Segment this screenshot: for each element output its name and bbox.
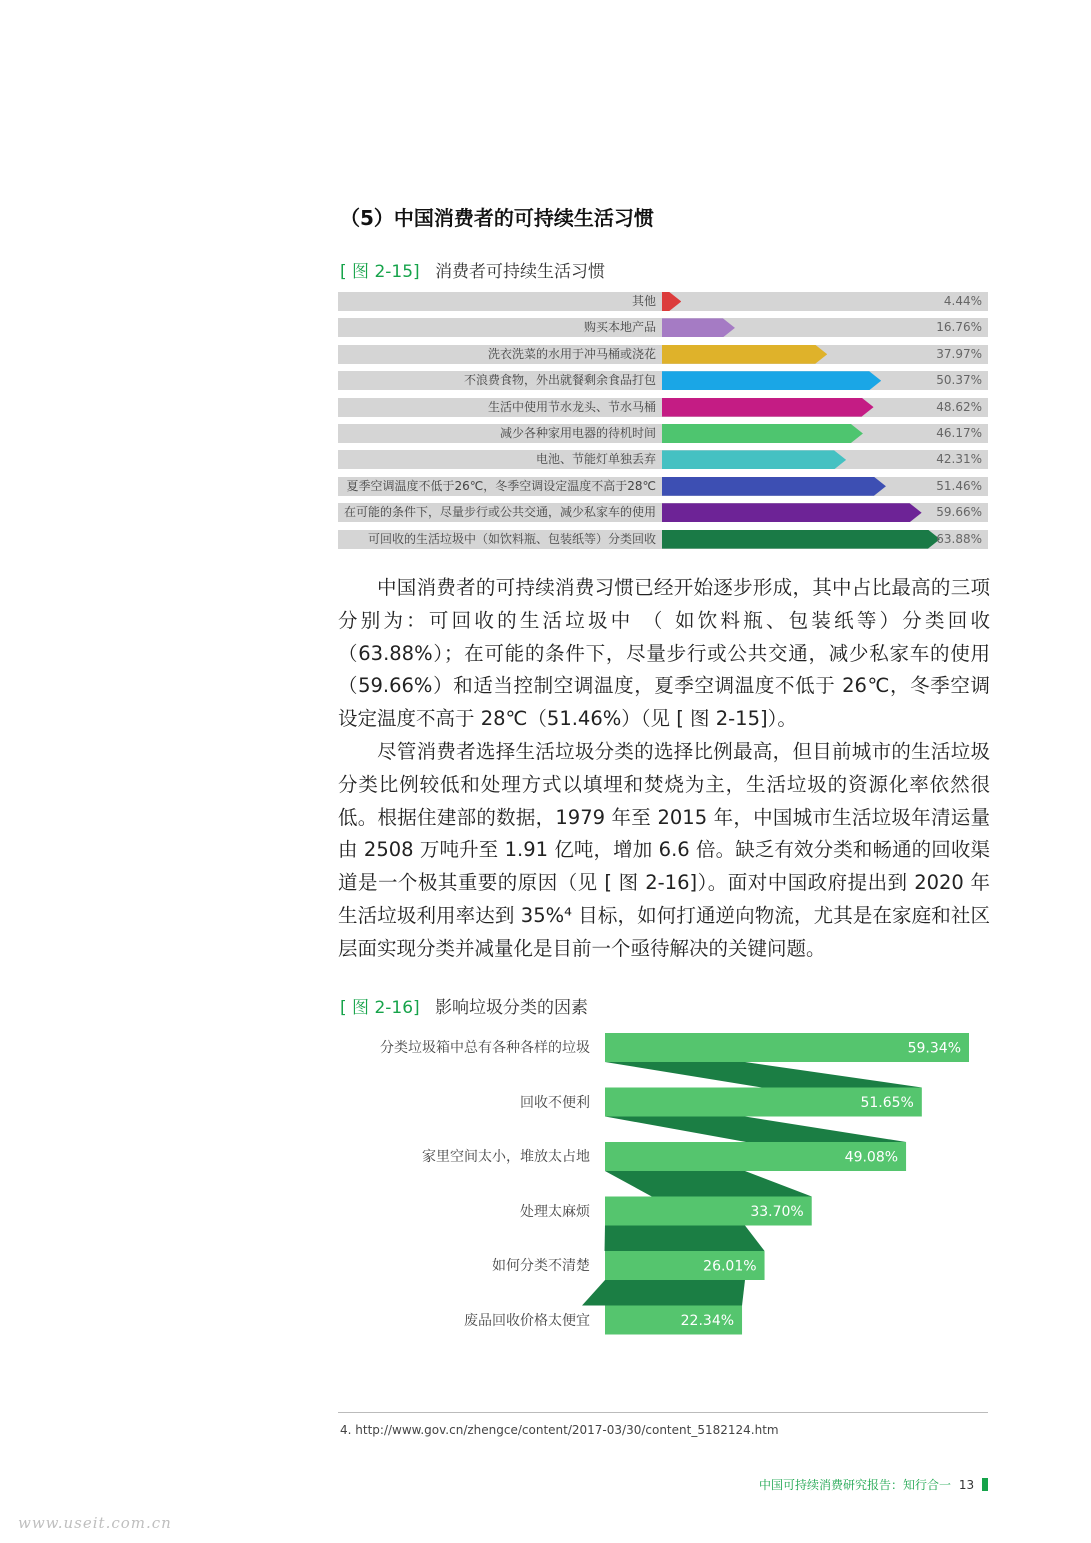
habit-label: 可回收的生活垃圾中（如饮料瓶、包装纸等）分类回收 (367, 531, 656, 546)
habit-bar (662, 318, 735, 337)
habit-label: 电池、节能灯单独丢弃 (535, 452, 656, 467)
habit-value-label: 37.97% (936, 346, 982, 361)
footer-report-title: 中国可持续消费研究报告：知行合一 (759, 1478, 952, 1492)
factor-value-label: 51.65% (860, 1095, 914, 1111)
habit-value-label: 48.62% (936, 399, 982, 414)
factor-value-label: 59.34% (907, 1040, 961, 1057)
figure-2-15-caption (340, 257, 605, 282)
habit-label: 减少各种家用电器的待机时间 (499, 426, 656, 440)
habit-label: 生活中使用节水龙头、节水马桶 (487, 399, 656, 414)
factor-value-label: 22.34% (680, 1313, 735, 1329)
factor-label: 处理太麻烦 (520, 1203, 590, 1220)
paragraph-2: 尽管消费者选择生活垃圾分类的选择比例最高，但目前城市的生活垃圾分类比例较低和处理方式以填埋和焚烧为主，生活垃圾的资源化率依然很低。根据住建部的数据，1979 年至 2015 年，中国城市生活垃圾年清运量由 2508 万吨升至 1.91 亿吨，增加 6.6 倍。缺乏有效分类和畅通的回收渠道是一个极其重要的原因（见 [ 图 2-16]）。面对中国政府提出到 2020 年生活垃圾利用率达到 35%⁴ 目标，如何打通逆向物流，尤其是在家庭和社区层面实现分类并减量化是目前一个亟待解决的关键问题。 (338, 739, 990, 960)
sorting-factors-chart (340, 1028, 990, 1338)
habit-value-label: 63.88% (936, 531, 982, 546)
habit-row (338, 503, 988, 522)
factor-value-label: 33.70% (750, 1204, 804, 1220)
figure-2-15-label: [ 图 2-15] (340, 262, 420, 282)
sorting-factors-svg (340, 1028, 990, 1338)
footnote-divider (338, 1412, 988, 1413)
habit-label: 在可能的条件下，尽量步行或公共交通，减少私家车的使用 (343, 505, 656, 520)
factor-label: 回收不便利 (520, 1094, 590, 1111)
habit-bar (662, 345, 827, 364)
habit-row (338, 292, 988, 311)
factor-label: 废品回收价格太便宜 (464, 1312, 590, 1329)
factor-value-label: 26.01% (703, 1258, 757, 1275)
body-text (338, 572, 990, 966)
figure-2-16-title: 影响垃圾分类的因素 (435, 998, 589, 1018)
funnel-connector (605, 1062, 922, 1088)
habit-value-label: 46.17% (936, 426, 982, 440)
habit-row (338, 424, 988, 443)
habit-label: 洗衣洗菜的水用于冲马桶或浇花 (487, 346, 656, 361)
habit-row (338, 318, 988, 337)
habit-row (338, 477, 988, 496)
funnel-connector (582, 1280, 745, 1306)
habit-row (338, 345, 988, 364)
figure-2-16-caption (340, 993, 588, 1018)
habit-label: 夏季空调温度不低于26℃，冬季空调设定温度不高于28℃ (346, 478, 656, 493)
habits-bar-chart (338, 292, 988, 552)
watermark: www.useit.com.cn (18, 1514, 172, 1532)
page-number: 13 (958, 1478, 975, 1492)
factor-label: 分类垃圾箱中总有各种各样的垃圾 (380, 1040, 590, 1056)
section-heading: （5）中国消费者的可持续生活习惯 (340, 206, 654, 230)
habit-value-label: 50.37% (936, 373, 982, 388)
footer-marker (982, 1478, 988, 1491)
habit-value-label: 51.46% (936, 478, 982, 493)
factor-value-label: 49.08% (844, 1149, 899, 1166)
habit-label: 其他 (631, 294, 656, 308)
habit-row (338, 530, 988, 549)
habit-bar (662, 424, 863, 443)
habit-bar (662, 450, 846, 469)
habit-bar (662, 530, 940, 549)
habit-row (338, 450, 988, 469)
habit-label: 购买本地产品 (583, 320, 656, 335)
habit-value-label: 42.31% (936, 452, 982, 467)
figure-2-15-title: 消费者可持续生活习惯 (435, 262, 606, 282)
factor-label: 家里空间太小，堆放太占地 (422, 1149, 590, 1165)
habit-bar (662, 477, 886, 496)
habit-row (338, 371, 988, 390)
habit-value-label: 59.66% (936, 505, 982, 520)
page-footer (700, 1476, 988, 1493)
factor-label: 如何分类不清楚 (492, 1258, 590, 1274)
habit-row (338, 398, 988, 417)
funnel-connector (605, 1171, 812, 1197)
paragraph-1: 中国消费者的可持续消费习惯已经开始逐步形成，其中占比最高的三项分别为：可回收的生活垃圾中 （ 如饮料瓶、包装纸等）分类回收（63.88%）；在可能的条件下，尽量步行或公共交通，减少私家车的使用（59.66%）和适当控制空调温度，夏季空调温度不低于 26℃，冬季空调设定温度不高于 28℃（51.46%）（见 [ 图 2-15]）。 (338, 576, 990, 731)
habit-bar (662, 371, 881, 390)
habit-label: 不浪费食物，外出就餐剩余食品打包 (463, 373, 656, 388)
habit-value-label: 16.76% (936, 320, 982, 335)
figure-2-16-label: [ 图 2-16] (340, 998, 420, 1018)
habit-bar (662, 503, 922, 522)
funnel-connector (605, 1226, 765, 1252)
habit-bar (662, 398, 874, 417)
funnel-connector (605, 1117, 906, 1143)
footnote: 4. http://www.gov.cn/zhengce/content/2017-03/30/content_5182124.htm (340, 1423, 779, 1437)
habit-value-label: 4.44% (943, 294, 982, 308)
